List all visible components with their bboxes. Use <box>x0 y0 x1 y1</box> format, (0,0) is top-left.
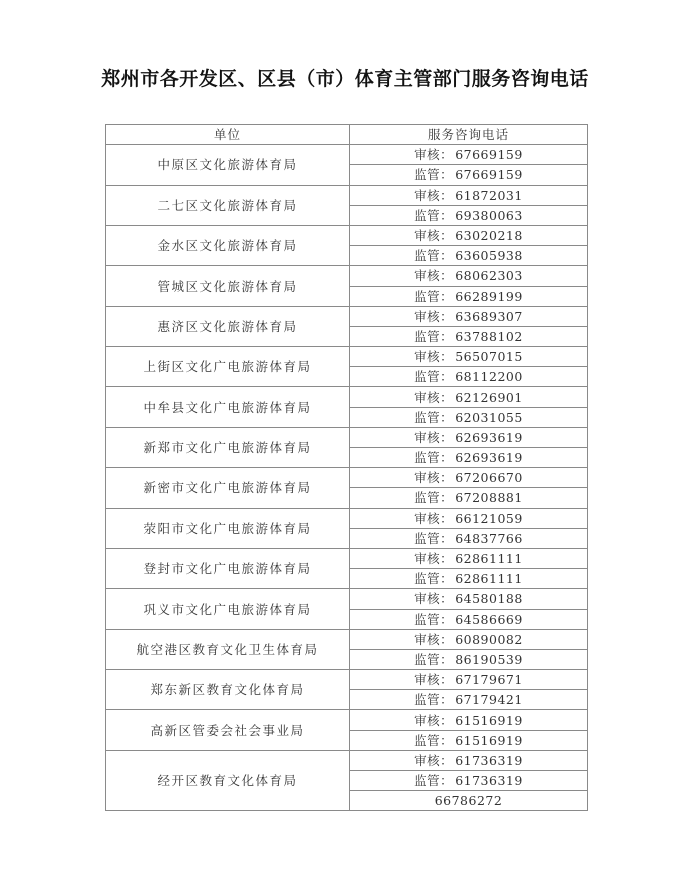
unit-name: 二七区文化旅游体育局 <box>106 185 350 225</box>
phone-number: 67179671 <box>455 672 523 688</box>
table-row <box>106 710 588 730</box>
phone-cell <box>350 246 588 266</box>
phone-cell <box>350 165 588 185</box>
unit-name: 巩义市文化广电旅游体育局 <box>106 589 350 629</box>
phone-cell <box>350 528 588 548</box>
phone-label: 监管： <box>414 207 454 223</box>
phone-cell <box>350 690 588 710</box>
phone-label: 监管： <box>414 571 454 587</box>
table-row <box>106 266 588 286</box>
phone-label: 审核： <box>414 147 454 163</box>
phone-label: 监管： <box>414 611 454 627</box>
phone-label: 审核： <box>414 551 454 567</box>
phone-number: 86190539 <box>455 651 523 667</box>
phone-cell <box>350 569 588 589</box>
table-row <box>106 670 588 690</box>
phone-cell <box>350 367 588 387</box>
phone-cell <box>350 347 588 367</box>
phone-number: 66121059 <box>455 510 523 526</box>
table-row <box>106 145 588 165</box>
unit-name: 中原区文化旅游体育局 <box>106 145 350 185</box>
phone-cell <box>350 468 588 488</box>
table-header-row <box>106 125 588 145</box>
unit-name: 经开区教育文化体育局 <box>106 750 350 811</box>
phone-number: 64580188 <box>455 591 523 607</box>
phone-label: 监管： <box>414 732 454 748</box>
unit-name: 郑东新区教育文化体育局 <box>106 670 350 710</box>
table-row <box>106 508 588 528</box>
phone-number: 67208881 <box>455 490 523 506</box>
table-row <box>106 548 588 568</box>
phone-number: 63689307 <box>455 308 523 324</box>
phone-number: 64586669 <box>455 611 523 627</box>
phone-label: 审核： <box>414 591 454 607</box>
phone-cell <box>350 730 588 750</box>
phone-label: 审核： <box>414 429 454 445</box>
table-row <box>106 185 588 205</box>
table-row <box>106 306 588 326</box>
table-row <box>106 225 588 245</box>
phone-label: 监管： <box>414 450 454 466</box>
phone-number: 61736319 <box>455 773 523 789</box>
phone-label: 监管： <box>414 692 454 708</box>
phone-label: 监管： <box>414 490 454 506</box>
phone-number: 68112200 <box>455 369 523 385</box>
phone-label: 审核： <box>414 631 454 647</box>
phone-cell <box>350 589 588 609</box>
phone-label: 审核： <box>414 268 454 284</box>
phone-number: 56507015 <box>455 349 523 365</box>
phone-number: 61736319 <box>455 752 523 768</box>
phone-number: 62031055 <box>455 409 523 425</box>
phone-cell <box>350 205 588 225</box>
unit-name: 登封市文化广电旅游体育局 <box>106 548 350 588</box>
table-row <box>106 427 588 447</box>
phone-label: 审核： <box>414 752 454 768</box>
phone-label: 监管： <box>414 530 454 546</box>
phone-number: 67206670 <box>455 470 523 486</box>
phone-label: 审核： <box>414 349 454 365</box>
table-row <box>106 750 588 770</box>
phone-cell <box>350 448 588 468</box>
contacts-table-body <box>106 125 588 811</box>
phone-cell <box>350 508 588 528</box>
phone-number: 61872031 <box>455 187 523 203</box>
unit-name: 中牟县文化广电旅游体育局 <box>106 387 350 427</box>
phone-number: 67669159 <box>455 147 523 163</box>
unit-name: 新密市文化广电旅游体育局 <box>106 468 350 508</box>
table-row <box>106 589 588 609</box>
phone-cell <box>350 427 588 447</box>
phone-number: 60890082 <box>455 631 523 647</box>
phone-number: 68062303 <box>455 268 523 284</box>
phone-cell <box>350 306 588 326</box>
unit-name: 荥阳市文化广电旅游体育局 <box>106 508 350 548</box>
phone-cell <box>350 225 588 245</box>
phone-label: 监管： <box>414 288 454 304</box>
phone-number: 63020218 <box>455 228 523 244</box>
phone-label: 审核： <box>414 470 454 486</box>
phone-cell <box>350 649 588 669</box>
unit-name: 上街区文化广电旅游体育局 <box>106 347 350 387</box>
phone-number: 64837766 <box>455 530 523 546</box>
phone-label: 审核： <box>414 510 454 526</box>
header-phone: 服务咨询电话 <box>350 125 588 145</box>
table-row <box>106 468 588 488</box>
phone-label: 监管： <box>414 369 454 385</box>
phone-cell <box>350 387 588 407</box>
phone-cell <box>350 407 588 427</box>
phone-cell <box>350 548 588 568</box>
phone-cell <box>350 670 588 690</box>
phone-label: 审核： <box>414 228 454 244</box>
page-title: 郑州市各开发区、区县（市）体育主管部门服务咨询电话 <box>101 68 589 90</box>
phone-number: 62693619 <box>455 450 523 466</box>
phone-label: 审核： <box>414 672 454 688</box>
phone-label: 监管： <box>414 409 454 425</box>
unit-name: 新郑市文化广电旅游体育局 <box>106 427 350 467</box>
phone-number: 66289199 <box>455 288 523 304</box>
unit-name: 高新区管委会社会事业局 <box>106 710 350 750</box>
phone-number: 66786272 <box>434 793 503 809</box>
phone-number: 69380063 <box>455 207 523 223</box>
phone-number: 63788102 <box>455 328 523 344</box>
phone-number: 62861111 <box>455 551 523 567</box>
unit-name: 管城区文化旅游体育局 <box>106 266 350 306</box>
phone-label: 监管： <box>414 773 454 789</box>
phone-cell <box>350 488 588 508</box>
phone-cell <box>350 609 588 629</box>
phone-number: 62861111 <box>455 571 523 587</box>
table-row <box>106 347 588 367</box>
phone-label: 审核： <box>414 308 454 324</box>
phone-number: 62693619 <box>455 429 523 445</box>
phone-number: 67669159 <box>455 167 523 183</box>
phone-label: 审核： <box>414 187 454 203</box>
phone-label: 监管： <box>414 328 454 344</box>
unit-name: 惠济区文化旅游体育局 <box>106 306 350 346</box>
phone-label: 监管： <box>414 248 454 264</box>
phone-label: 监管： <box>414 167 454 183</box>
phone-cell <box>350 629 588 649</box>
table-row <box>106 387 588 407</box>
phone-cell <box>350 326 588 346</box>
phone-cell <box>350 771 588 791</box>
contacts-table <box>105 124 588 811</box>
phone-number: 61516919 <box>455 712 523 728</box>
phone-label: 审核： <box>414 712 454 728</box>
phone-cell <box>350 185 588 205</box>
phone-cell <box>350 266 588 286</box>
phone-cell <box>350 791 588 811</box>
phone-number: 62126901 <box>455 389 523 405</box>
phone-number: 63605938 <box>455 248 523 264</box>
phone-cell <box>350 286 588 306</box>
header-unit: 单位 <box>106 125 350 145</box>
table-row <box>106 629 588 649</box>
phone-cell <box>350 750 588 770</box>
phone-label: 审核： <box>414 389 454 405</box>
phone-number: 67179421 <box>455 692 523 708</box>
unit-name: 金水区文化旅游体育局 <box>106 225 350 265</box>
phone-label: 监管： <box>414 651 454 667</box>
phone-cell <box>350 145 588 165</box>
unit-name: 航空港区教育文化卫生体育局 <box>106 629 350 669</box>
phone-number: 61516919 <box>455 732 523 748</box>
phone-cell <box>350 710 588 730</box>
